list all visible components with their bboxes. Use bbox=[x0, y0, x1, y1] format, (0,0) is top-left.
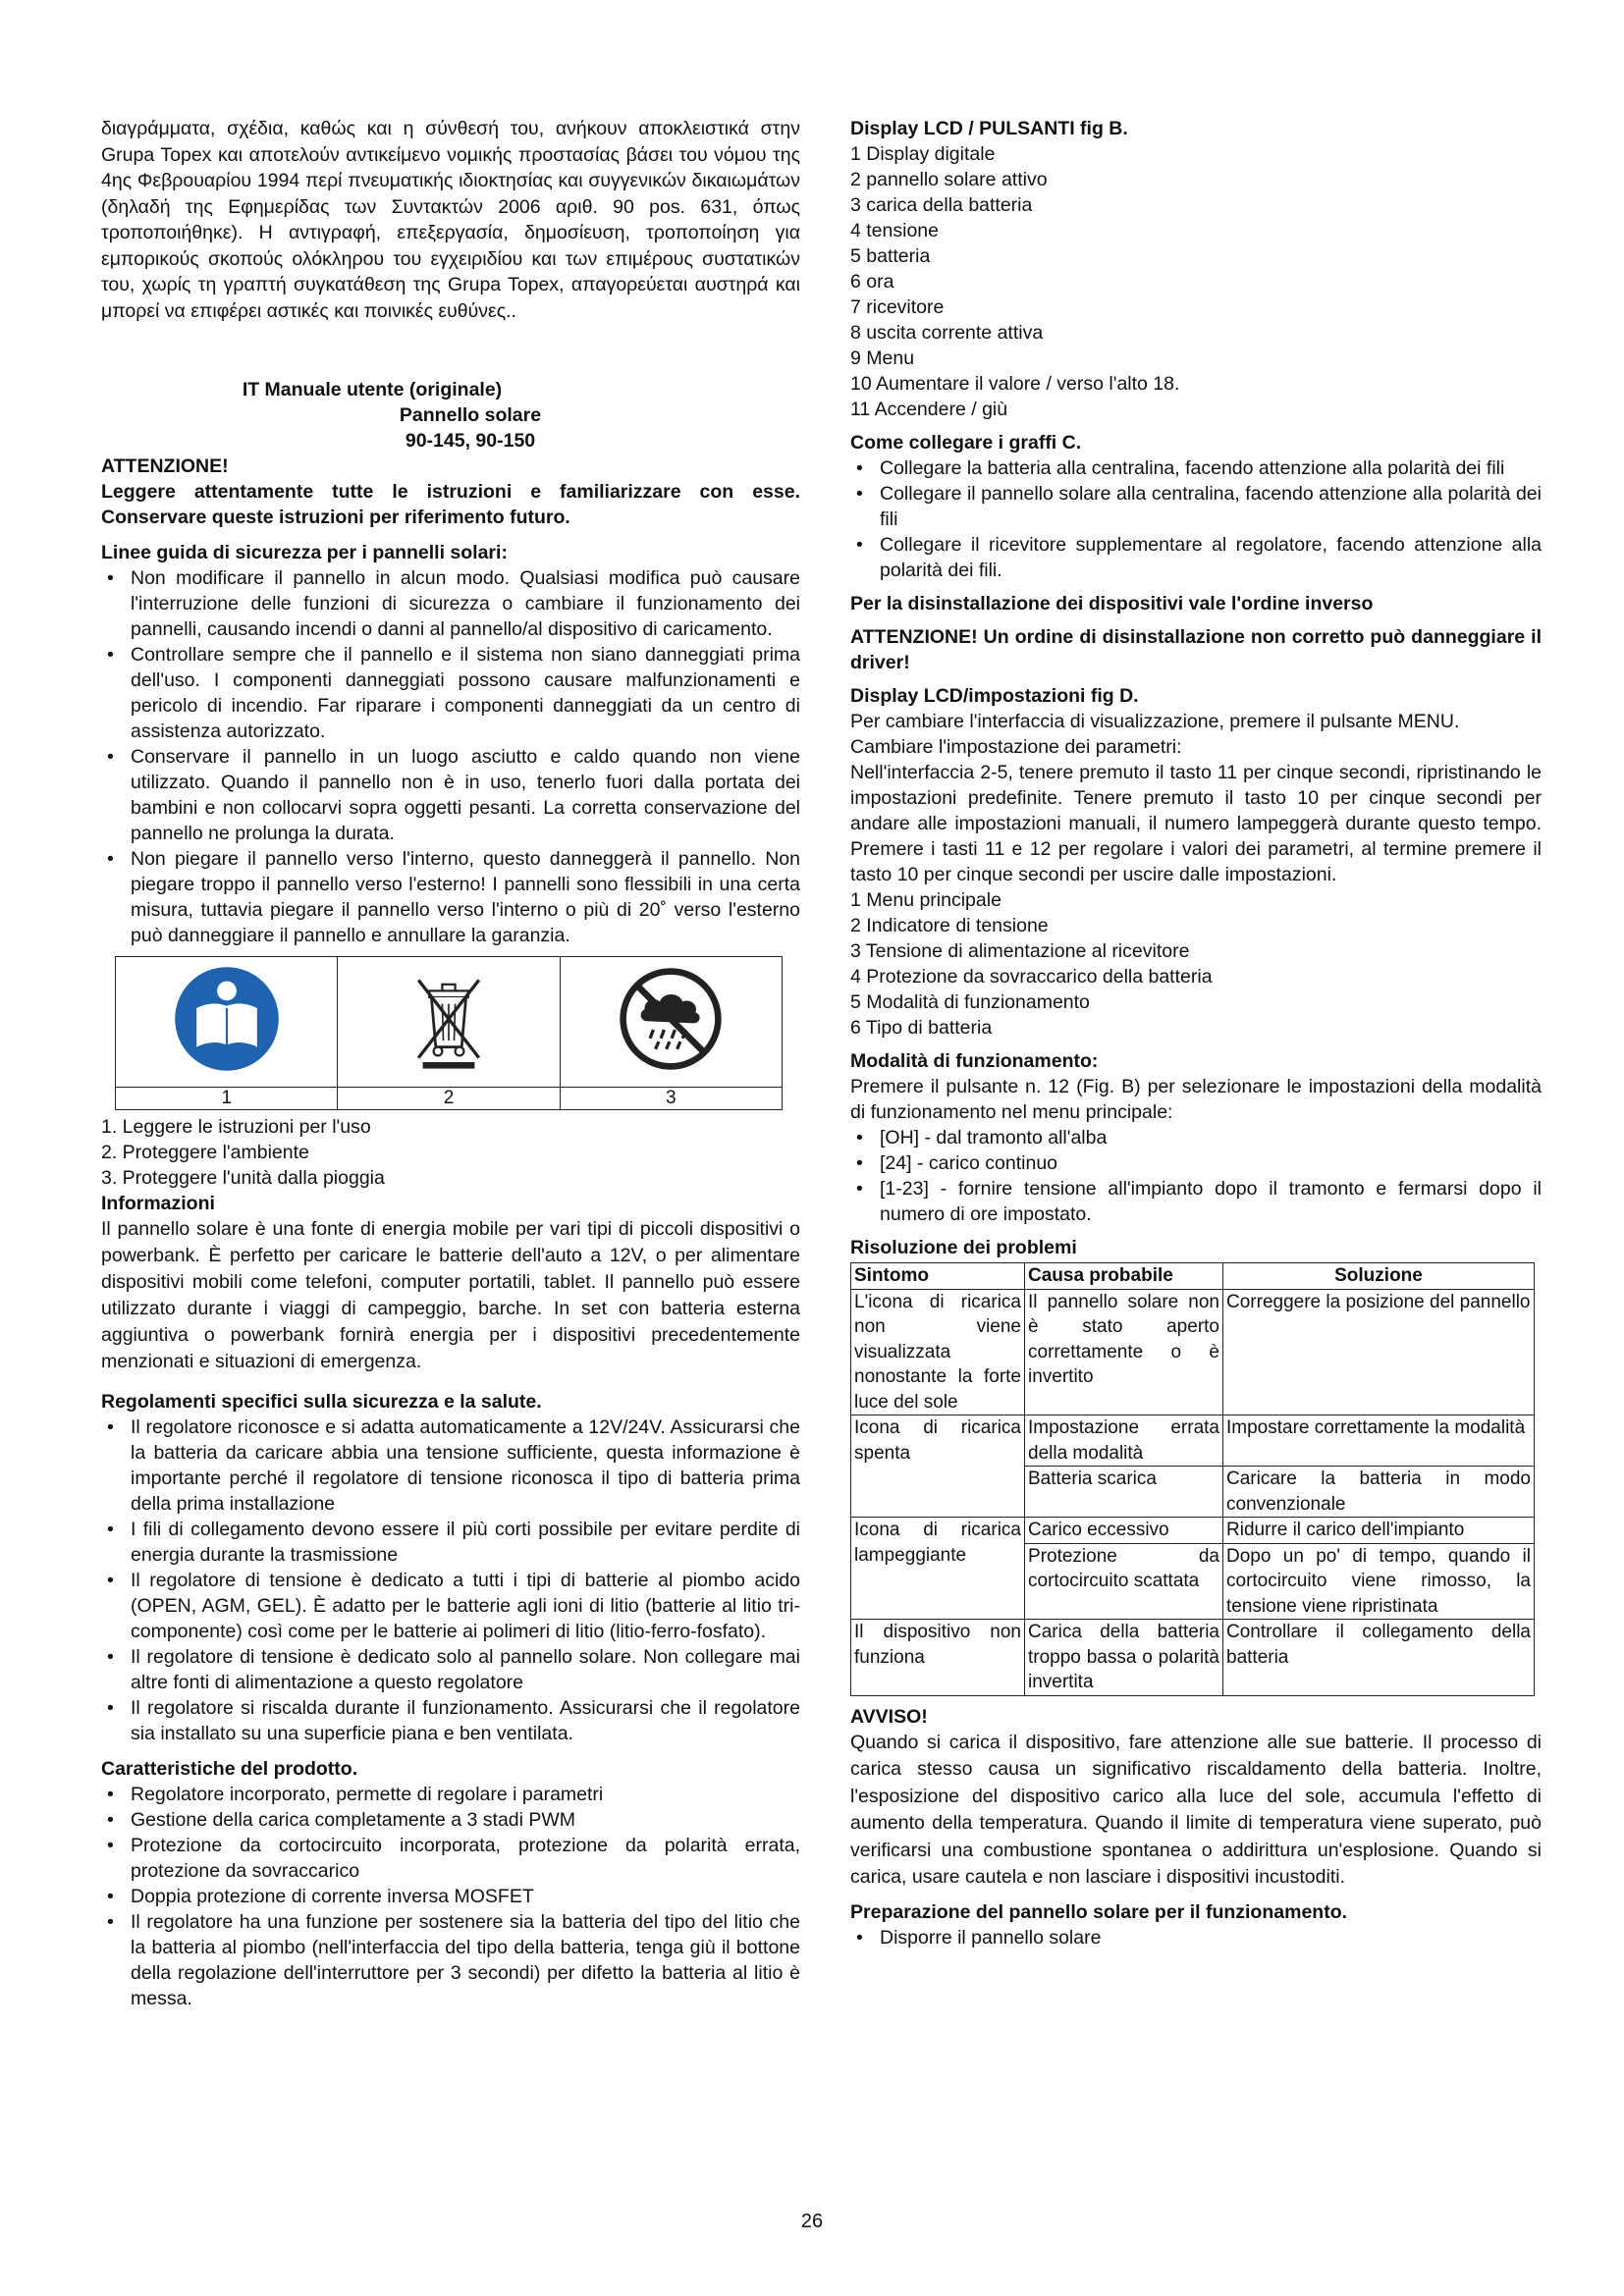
list-item: 1 Menu principale bbox=[850, 889, 1001, 911]
settings-line: Cambiare l'impostazione dei parametri: bbox=[850, 736, 1182, 758]
list-item: 3 carica della batteria bbox=[850, 194, 1033, 216]
list-item: • Il regolatore si riscalda durante il funzionamento. Assicurarsi che il regolatore sia installato su una superficie piana e ben ventilata. bbox=[101, 1695, 800, 1746]
list-item: • Disporre il pannello solare bbox=[850, 1925, 1542, 1950]
list-item: 11 Accendere / giù bbox=[850, 399, 1008, 420]
table-row bbox=[851, 1289, 1535, 1415]
read-manual-icon bbox=[173, 965, 281, 1073]
list-item: 9 Menu bbox=[850, 347, 915, 369]
trouble-heading: Risoluzione dei problemi bbox=[850, 1237, 1077, 1258]
list-item: • Conservare il pannello in un luogo asciutto e caldo quando non viene utilizzato. Quando il pannello non è in uso, tenerlo fuori dalla portata dei bambini e non collocarvi sopra oggetti pesanti. La corretta conservazione del pannello ne prolunga la durata. bbox=[101, 744, 800, 846]
table-row bbox=[851, 1518, 1535, 1544]
manual-title: IT Manuale utente (originale) bbox=[242, 379, 503, 400]
list-item: 2 pannello solare attivo bbox=[850, 169, 1048, 190]
list-item: 5 batteria bbox=[850, 245, 931, 267]
regs-list bbox=[101, 1415, 800, 1746]
cell-soluzione: Impostare correttamente la modalità bbox=[1223, 1415, 1535, 1467]
settings-line: Per cambiare l'interfaccia di visualizzazione, premere il pulsante MENU. bbox=[850, 711, 1460, 732]
attention-text: Leggere attentamente tutte le istruzioni e familiarizzare con esse. Conservare queste istruzioni per riferimento futuro. bbox=[101, 481, 800, 528]
cell-sintomo: L'icona di ricarica non viene visualizzata nonostante la forte luce del sole bbox=[851, 1289, 1025, 1415]
header-soluzione: Soluzione bbox=[1223, 1263, 1535, 1290]
cell-causa: Carica della batteria troppo bassa o polarità invertita bbox=[1025, 1620, 1223, 1696]
list-item: • [OH] - dal tramonto all'alba bbox=[850, 1125, 1542, 1150]
info-heading: Informazioni bbox=[101, 1193, 215, 1214]
list-item: • Il regolatore di tensione è dedicato solo al pannello solare. Non collegare mai altre fonti di alimentazione a questo regolatore bbox=[101, 1644, 800, 1695]
list-item: • Il regolatore ha una funzione per sostenere sia la batteria del tipo del litio che la batteria al piombo (nell'interfaccia del tipo della batteria, tenga giù il bottone della regolazione dell'interruttore per 3 secondi) per difetto la batteria al litio è messa. bbox=[101, 1909, 800, 2011]
icon-caption: 3. Proteggere l'unità dalla pioggia bbox=[101, 1167, 385, 1189]
safety-list bbox=[101, 565, 800, 948]
avviso-text: Quando si carica il dispositivo, fare attenzione alle sue batterie. Il processo di carica stesso causa un significativo riscaldamento della batteria. Inoltre, l'esposizione del dispositivo carico alla luce del sole, accumula l'effetto di aumento della temperatura. Quando il limite di temperatura viene superato, può verificarsi una combustione spontanea o addirittura un'esplosione. Quando si carica, usare cautela e non lasciare i dispositivi incustoditi. bbox=[850, 1731, 1542, 1888]
cell-causa: Batteria scarica bbox=[1025, 1467, 1223, 1518]
page-number: 26 bbox=[800, 2211, 824, 2232]
header-sintomo: Sintomo bbox=[851, 1263, 1025, 1290]
no-rain-icon bbox=[617, 965, 725, 1073]
features-list bbox=[101, 1782, 800, 2011]
safety-heading: Linee guida di sicurezza per i pannelli solari: bbox=[101, 542, 508, 563]
settings-paragraph: Nell'interfaccia 2-5, tenere premuto il tasto 11 per cinque secondi, ripristinando le impostazioni predefinite. Tenere premuto il tasto 10 per cinque secondi per andare alle impostazioni manuali, il numero lampeggerà durante questo tempo. Premere i tasti 11 e 12 per regolare i valori dei parametri, al termine premere il tasto 10 per cinque secondi per uscire dalle impostazioni. bbox=[850, 762, 1542, 885]
list-item: • Gestione della carica completamente a 3 stadi PWM bbox=[101, 1807, 800, 1833]
cell-causa: Il pannello solare non è stato aperto correttamente o è invertito bbox=[1025, 1289, 1223, 1415]
cell-soluzione: Correggere la posizione del pannello bbox=[1223, 1289, 1535, 1415]
prep-heading: Preparazione del pannello solare per il funzionamento. bbox=[850, 1900, 1348, 1923]
settings-heading: Display LCD/impostazioni fig D. bbox=[850, 685, 1139, 707]
cell-sintomo: Icona di ricarica lampeggiante bbox=[851, 1518, 1025, 1620]
list-item: 4 tensione bbox=[850, 220, 939, 241]
list-item: 8 uscita corrente attiva bbox=[850, 322, 1044, 344]
list-item: • Collegare la batteria alla centralina, facendo attenzione alla polarità dei fili bbox=[850, 455, 1542, 481]
mode-heading: Modalità di funzionamento: bbox=[850, 1050, 1099, 1072]
list-item: 6 Tipo di batteria bbox=[850, 1017, 993, 1039]
list-item: • Regolatore incorporato, permette di regolare i parametri bbox=[101, 1782, 800, 1807]
manual-models: 90-145, 90-150 bbox=[405, 430, 536, 452]
info-text: Il pannello solare è una fonte di energia mobile per vari tipi di piccoli dispositivi o powerbank. È perfetto per caricare le batterie dell'auto a 12V, o per alimentare dispositivi mobili come telefoni, computer portatili, tablet. Il pannello può essere utilizzato durante i viaggi di campeggio, barche. In set con batteria esterna aggiuntiva o powerbank fornirà energia per i dispositivi precedentemente menzionati e situazioni di emergenza. bbox=[101, 1218, 800, 1372]
list-item: 1 Display digitale bbox=[850, 143, 996, 165]
greek-paragraph: διαγράμματα, σχέδια, καθώς και η σύνθεσή του, ανήκουν αποκλειστικά στην Grupa Topex και αποτελούν αντικείμενο νομικής προστασίας βάσει του νόμου της 4ης Φεβρουαρίου 1994 περί πνευματικής ιδιοκτησίας και συγγενικών δικαιωμάτων (δηλαδή της Εφημερίδας των Συντακτών 2006 αριθ. 90 pos. 631, όπως τροποποιήθηκε). Η αντιγραφή, επεξεργασία, δημοσίευση, τροποποίηση για εμπορικούς σκοπούς ολόκληρου του εγχειριδίου και των επιμέρους συστατικών του, χωρίς τη γραπτή συγκατάθεση της Grupa Topex, απαγορεύεται αυστηρά και μπορεί να επιφέρει αστικές και ποινικές ευθύνες.. bbox=[101, 118, 800, 322]
connect-heading: Come collegare i graffi C. bbox=[850, 432, 1082, 454]
settings-list bbox=[850, 887, 1542, 1041]
list-item: • [1-23] - fornire tensione all'impianto dopo il tramonto e fermarsi dopo il numero di ore impostato. bbox=[850, 1176, 1542, 1227]
features-heading: Caratteristiche del prodotto. bbox=[101, 1758, 358, 1780]
cell-soluzione: Dopo un po' di tempo, quando il cortocircuito viene rimosso, la tensione viene ripristinata bbox=[1223, 1543, 1535, 1620]
table-row bbox=[851, 1620, 1535, 1696]
icon-number: 1 bbox=[116, 1088, 338, 1110]
crossed-bin-icon bbox=[405, 965, 493, 1073]
list-item: • Controllare sempre che il pannello e il sistema non siano danneggiati prima dell'uso. I componenti danneggiati possono causare malfunzionamenti e pericolo di incendio. Far riparare i componenti danneggiati da un centro di assistenza autorizzato. bbox=[101, 642, 800, 744]
list-item: 6 ora bbox=[850, 271, 894, 293]
cell-soluzione: Controllare il collegamento della batteria bbox=[1223, 1620, 1535, 1696]
list-item: • Protezione da cortocircuito incorporata, protezione da polarità errata, protezione da sovraccarico bbox=[101, 1833, 800, 1884]
cell-soluzione: Ridurre il carico dell'impianto bbox=[1223, 1518, 1535, 1544]
icon-cell bbox=[338, 957, 560, 1088]
cell-sintomo: Il dispositivo non funziona bbox=[851, 1620, 1025, 1696]
uninstall-text: Per la disinstallazione dei dispositivi vale l'ordine inverso bbox=[850, 593, 1374, 614]
list-item: • [24] - carico continuo bbox=[850, 1150, 1542, 1176]
table-header-row bbox=[851, 1263, 1535, 1290]
list-item: 4 Protezione da sovraccarico della batteria bbox=[850, 966, 1213, 988]
list-item: • Il regolatore riconosce e si adatta automaticamente a 12V/24V. Assicurarsi che la batteria da caricare abbia una tensione sufficiente, questa informazione è importante perché il regolatore di tensione riconosca il tipo di batteria prima della prima installazione bbox=[101, 1415, 800, 1517]
regs-heading: Regolamenti specifici sulla sicurezza e la salute. bbox=[101, 1391, 542, 1413]
troubleshooting-table bbox=[850, 1262, 1535, 1696]
mode-list bbox=[850, 1125, 1542, 1227]
avviso-heading: AVVISO! bbox=[850, 1705, 928, 1728]
lcd-heading: Display LCD / PULSANTI fig B. bbox=[850, 118, 1128, 139]
right-column bbox=[850, 116, 1542, 1950]
cell-causa: Carico eccessivo bbox=[1025, 1518, 1223, 1544]
table-row bbox=[851, 1415, 1535, 1467]
list-item: • Non modificare il pannello in alcun modo. Qualsiasi modifica può causare l'interruzione delle funzioni di sicurezza o cambiare il funzionamento dei pannelli, causando incendi o danni al pannello/al dispositivo di caricamento. bbox=[101, 565, 800, 642]
attention-heading: ATTENZIONE! bbox=[101, 455, 229, 477]
icon-caption: 2. Proteggere l'ambiente bbox=[101, 1142, 309, 1163]
list-item: • Doppia protezione di corrente inversa MOSFET bbox=[101, 1884, 800, 1909]
icon-number: 2 bbox=[338, 1088, 560, 1110]
connect-list bbox=[850, 455, 1542, 583]
cell-soluzione: Caricare la batteria in modo convenzionale bbox=[1223, 1467, 1535, 1518]
list-item: • Collegare il ricevitore supplementare al regolatore, facendo attenzione alla polarità dei fili. bbox=[850, 532, 1542, 583]
list-item: 10 Aumentare il valore / verso l'alto 18. bbox=[850, 373, 1180, 395]
icon-caption: 1. Leggere le istruzioni per l'uso bbox=[101, 1116, 371, 1138]
lcd-list bbox=[850, 141, 1542, 422]
header-causa: Causa probabile bbox=[1025, 1263, 1223, 1290]
list-item: • Non piegare il pannello verso l'interno, questo danneggerà il pannello. Non piegare troppo il pannello verso l'esterno! I pannelli sono flessibili in una certa misura, tuttavia piegare il pannello verso l'interno o più di 20˚ verso l'esterno può danneggiare il pannello e annullare la garanzia. bbox=[101, 846, 800, 948]
manual-subtitle: Pannello solare bbox=[399, 404, 542, 426]
icon-cell bbox=[560, 957, 783, 1088]
uninstall-warning: ATTENZIONE! Un ordine di disinstallazione non corretto può danneggiare il driver! bbox=[850, 626, 1542, 673]
list-item: 3 Tensione di alimentazione al ricevitore bbox=[850, 940, 1190, 962]
list-item: • Collegare il pannello solare alla centralina, facendo attenzione alla polarità dei fili bbox=[850, 481, 1542, 532]
list-item: • I fili di collegamento devono essere il più corti possibile per evitare perdite di energia durante la trasmissione bbox=[101, 1517, 800, 1568]
mode-text: Premere il pulsante n. 12 (Fig. B) per selezionare le impostazioni della modalità di funzionamento nel menu principale: bbox=[850, 1076, 1542, 1123]
safety-icons-table bbox=[115, 956, 783, 1110]
cell-causa: Impostazione errata della modalità bbox=[1025, 1415, 1223, 1467]
icon-cell bbox=[116, 957, 338, 1088]
cell-sintomo: Icona di ricarica spenta bbox=[851, 1415, 1025, 1518]
list-item: • Il regolatore di tensione è dedicato a tutti i tipi di batterie al piombo acido (OPEN, AGM, GEL). È adatto per le batterie agli ioni di litio (batterie al litio tri-componente) così come per le batterie ai polimeri di litio (litio-ferro-fosfato). bbox=[101, 1568, 800, 1644]
left-column bbox=[101, 116, 800, 2011]
icon-number: 3 bbox=[560, 1088, 783, 1110]
list-item: 7 ricevitore bbox=[850, 296, 945, 318]
cell-causa: Protezione da cortocircuito scattata bbox=[1025, 1543, 1223, 1620]
list-item: 5 Modalità di funzionamento bbox=[850, 991, 1090, 1013]
prep-list bbox=[850, 1925, 1542, 1950]
list-item: 2 Indicatore di tensione bbox=[850, 915, 1049, 936]
